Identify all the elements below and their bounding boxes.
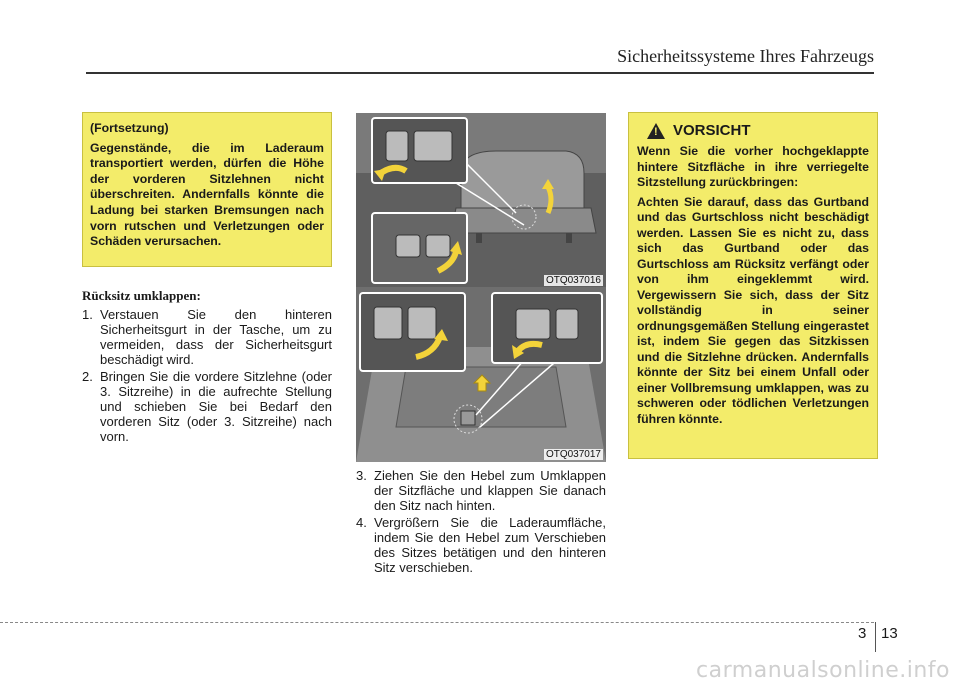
caution-title: VORSICHT	[673, 122, 751, 140]
step-text: Ziehen Sie den Hebel zum Umklappen der Sitzfläche und klappen Sie danach den Sitz nach hinten.	[374, 468, 606, 513]
step-number: 2.	[82, 369, 93, 384]
seat-illustration-2	[356, 287, 606, 462]
watermark: carmanualsonline.info	[696, 658, 950, 683]
note-continuation: (Fortsetzung)	[90, 121, 169, 135]
figure-rear-seat-levers	[356, 113, 606, 288]
figure-code: OTQ037017	[545, 449, 601, 460]
warning-triangle-icon: !	[647, 123, 665, 139]
page-number: 13	[881, 625, 898, 642]
seat-illustration-1	[356, 113, 606, 288]
step-item	[356, 515, 606, 575]
note-text: Gegenstände, die im Laderaum transportiert werden, dürfen die Höhe der vorderen Sitzlehnen nicht überschreiten. Andernfalls könnte die Ladung bei starken Bremsungen nach vorn rutschen und Verletzungen oder Schäden verursachen.	[90, 140, 324, 249]
figure-code: OTQ037016	[545, 275, 601, 286]
step-number: 1.	[82, 307, 93, 322]
instructions-column-1	[82, 288, 332, 446]
figure-cargo-area-levers	[356, 287, 606, 462]
step-item	[82, 307, 332, 367]
section-subheading: Rücksitz umklappen:	[82, 288, 201, 303]
caution-box	[628, 112, 878, 459]
note-box	[82, 112, 332, 267]
chapter-number: 3	[858, 625, 867, 642]
footer-rule	[0, 622, 874, 623]
step-item	[356, 468, 606, 513]
caution-header	[637, 123, 869, 139]
step-text: Vergrößern Sie die Laderaumfläche, indem Sie den Hebel zum Verschieben des Sitzes betätigen und den hinteren Sitz verschieben.	[374, 515, 606, 575]
page-number-separator	[875, 622, 876, 652]
step-text: Bringen Sie die vordere Sitzlehne (oder 3. Sitzreihe) in die aufrechte Stellung und schieben Sie bei Bedarf den vorderen Sitz (oder 3. Sitzreihe) nach vorn.	[100, 369, 332, 444]
instructions-column-2	[356, 468, 606, 577]
caution-body: Achten Sie darauf, dass das Gurtband und das Gurtschloss nicht beschädigt werden. Lassen Sie es nicht zu, dass sich das Gurtband oder das Gurtschloss am Rücksitz verfängt oder von ihm eingeklemmt wird. Vergewissern Sie sich, dass der Sitz vollständig in seiner ordnungsgemäßen Stellung eingerastet ist, indem Sie gegen das Sitzkissen und die Sitzlehne drücken. Andernfalls könnte der Sitz bei einem Unfall oder einer Vollbremsung umklappen, was zu schweren oder tödlichen Verletzungen führen könnte.	[637, 194, 869, 426]
step-number: 3.	[356, 468, 367, 483]
header-rule	[86, 72, 874, 74]
step-item	[82, 369, 332, 444]
step-number: 4.	[356, 515, 367, 530]
step-text: Verstauen Sie den hinteren Sicherheitsgurt in der Tasche, um zu vermeiden, dass der Sicherheitsgurt beschädigt wird.	[100, 307, 332, 367]
page-header-title: Sicherheitssysteme Ihres Fahrzeugs	[617, 46, 874, 66]
caution-intro: Wenn Sie die vorher hochgeklappte hintere Sitzfläche in ihre verriegelte Sitzstellung zurückbringen:	[637, 144, 869, 189]
